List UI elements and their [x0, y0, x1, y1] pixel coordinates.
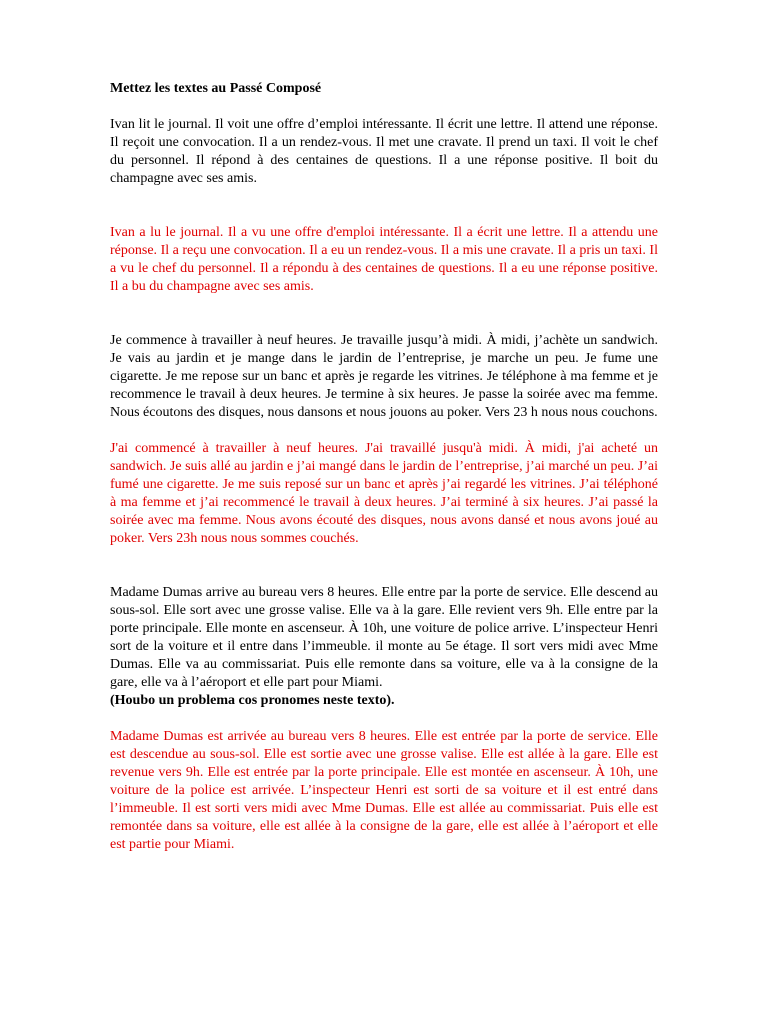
exercise-text-dumas: Madame Dumas arrive au bureau vers 8 heures. Elle entre par la porte de service. Elle descend au sous-sol. Elle sort avec une grosse valise. Elle va à la gare. Elle revient vers 9h. Elle entre par la porte principale. Elle monte en ascenseur. À 10h, une voiture de police arrive. L’inspecteur Henri sort de la voiture et il entre dans l’immeuble. il monte au 5e étage. Il sort vers midi avec Mme Dumas. Elle va au commissariat. Puis elle remonte dans sa voiture, elle va à la consigne de la gare, elle va à l’aéroport et elle part pour Miami. [110, 585, 658, 690]
answer-text-dumas: Madame Dumas est arrivée au bureau vers 8 heures. Elle est entrée par la porte de service. Elle est descendue au sous-sol. Elle est sortie avec une grosse valise. Elle est allée à la gare. Elle est revenue vers 9h. Elle est entrée par la porte principale. Elle est montée en ascenseur. À 10h, une voiture de la police est arrivée. L’inspecteur Henri est sorti de sa voiture et il est entré dans l’immeuble. Il est sorti vers midi avec Mme Dumas. Elle est allée au commissariat. Puis elle est remontée dans sa voiture, elle est allée à la consigne de la gare, elle est allée à l’aéroport et elle est partie pour Miami. [110, 729, 658, 852]
answer-text-je: J'ai commencé à travailler à neuf heures. J'ai travaillé jusqu'à midi. À midi, j'ai acheté un sandwich. Je suis allé au jardin e j’ai mangé dans le jardin de l’entreprise, j’ai marché un peu. J’ai fumé une cigarette. Je me suis reposé sur un banc et après j’ai regardé les vitrines. J’ai téléphoné à ma femme et j’ai recommencé le travail à deux heures. J’ai terminé à six heures. J’ai passé la soirée avec ma femme. Nous avons écouté des disques, nous avons dansé et nous avons joué au poker. Vers 23h nous nous sommes couchés. [110, 441, 658, 546]
document-page [110, 80, 658, 854]
exercise-note-dumas: (Houbo un problema cos pronomes neste texto). [110, 693, 395, 708]
answer-text-ivan: Ivan a lu le journal. Il a vu une offre d'emploi intéressante. Il a écrit une lettre. Il a attendu une réponse. Il a reçu une convocation. Il a eu un rendez-vous. Il a mis une cravate. Il a pris un taxi. Il a vu le chef du personnel. Il a répondu à des centaines de questions. Il a eu une réponse positive. Il a bu du champagne avec ses amis. [110, 225, 658, 294]
exercise-text-ivan: Ivan lit le journal. Il voit une offre d’emploi intéressante. Il écrit une lettre. Il attend une réponse. Il reçoit une convocation. Il a un rendez-vous. Il met une cravate. Il prend un taxi. Il voit le chef du personnel. Il répond à des centaines de questions. Il a une réponse positive. Il boit du champagne avec ses amis. [110, 117, 658, 186]
document-title: Mettez les textes au Passé Composé [110, 81, 322, 96]
exercise-text-je: Je commence à travailler à neuf heures. Je travaille jusqu’à midi. À midi, j’achète un sandwich. Je vais au jardin et je mange dans le jardin de l’entreprise, je marche un peu. Je fume une cigarette. Je me repose sur un banc et après je regarde les vitrines. Je téléphone à ma femme et je recommence le travail à deux heures. Je termine à six heures. Je passe la soirée avec ma femme. Nous écoutons des disques, nous dansons et nous jouons au poker. Vers 23 h nous nous couchons. [110, 333, 658, 420]
